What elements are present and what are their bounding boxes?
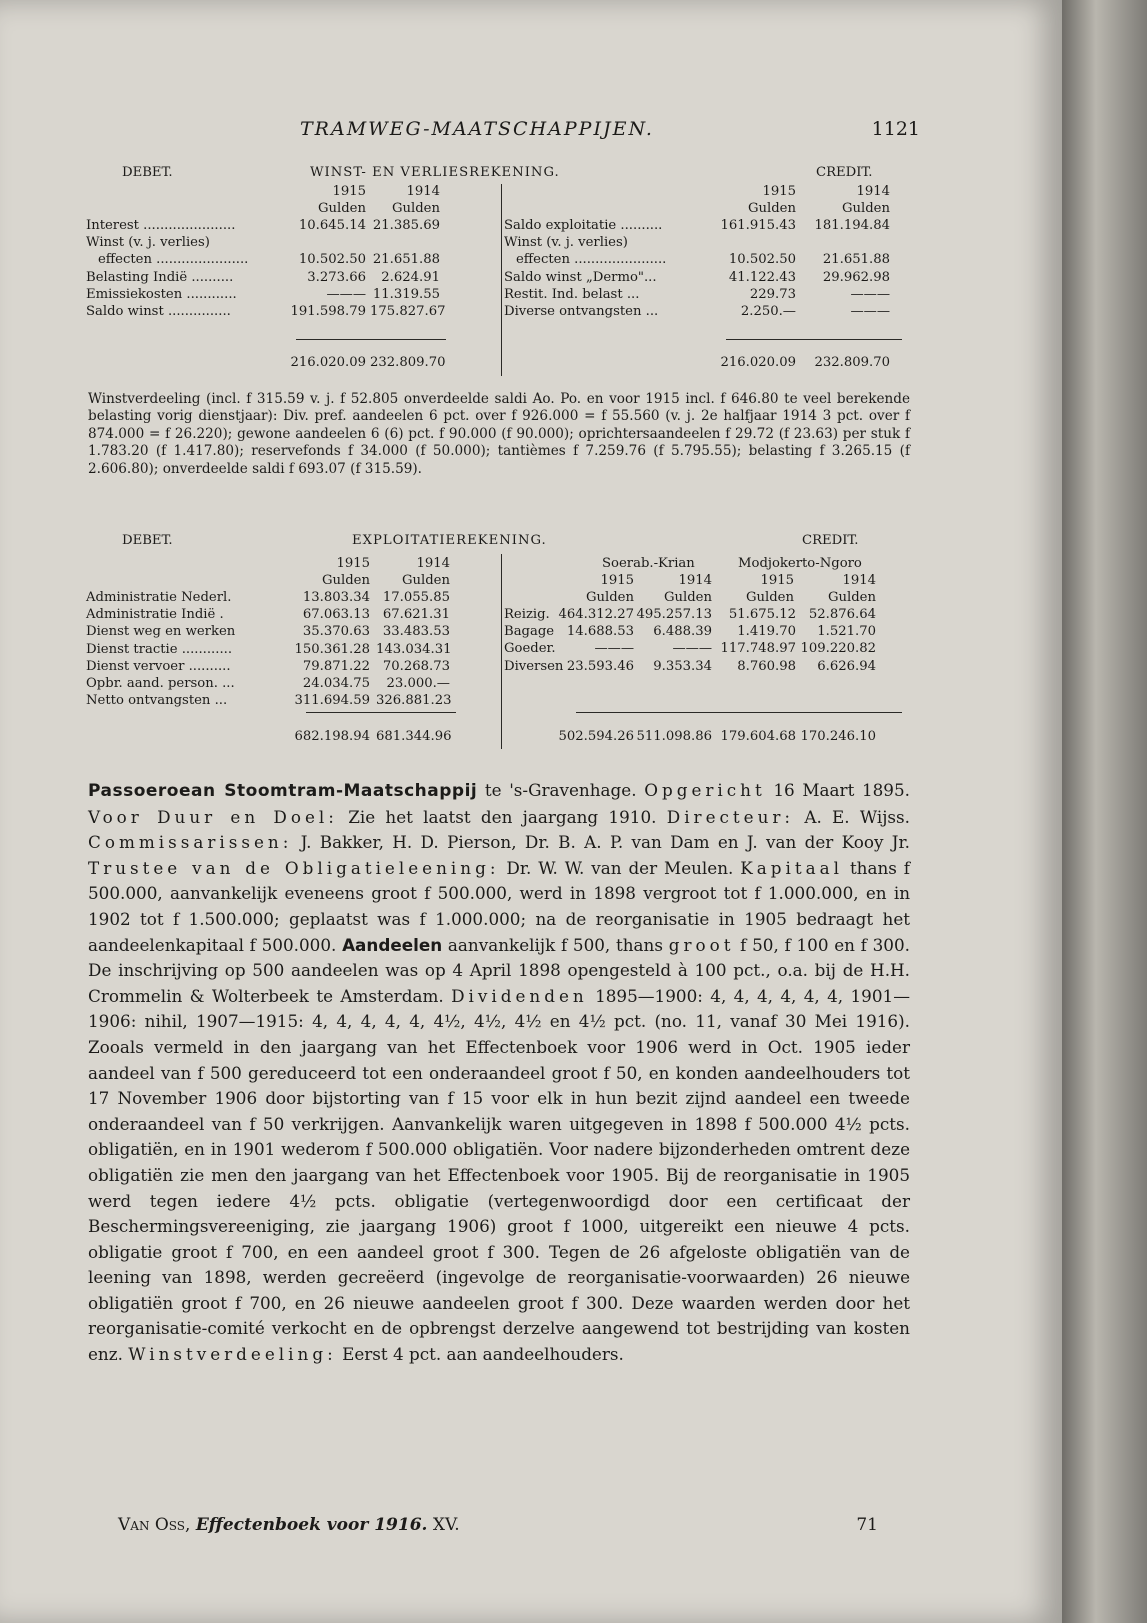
table-row xyxy=(504,269,914,286)
value-1914: 23.000.— xyxy=(386,675,450,691)
winst-credit-rows xyxy=(504,217,914,320)
value-sk-1914: 6.488.39 xyxy=(653,624,712,640)
running-title: TRAMWEG-MAATSCHAPPIJEN. xyxy=(300,118,654,140)
footer-publisher: Van Oss, xyxy=(118,1515,191,1535)
table-row xyxy=(504,217,914,234)
exploit-mn-year-1914: 1914 xyxy=(842,573,876,588)
aandeelen-value-2: f 50, f 100 en f 300. De inschrijving op 500 aandeelen was op 4 April 1898 opengesteld à 100 pct., o.a. bij de H.H. Crommelin & Wolterbeek te Amsterdam. xyxy=(88,934,910,1006)
value-sk-1914: 495.257.13 xyxy=(636,607,712,622)
table-row xyxy=(86,692,496,709)
kapitaal-value: thans f 500.000, aanvankelijk eveneens groot f 500.000, werd in 1898 vergroot tot f 1.000.000, en in 1902 tot f 1.500.000; geplaatst was f 1.000.000; na de reorganisatie in 1905 bedraagt het aandeelenkapitaal f 500.000. xyxy=(88,857,911,955)
winst-debit-year-1914: 1914 xyxy=(406,184,440,199)
winst-debit-sum-rule xyxy=(296,339,446,340)
value-1914: 21.385.69 xyxy=(372,218,440,233)
row-label: Saldo winst „Dermo"... xyxy=(504,269,657,285)
note-text: Winstverdeeling (incl. f 315.59 v. j. f 52.805 onverdeelde saldi Ao. Po. en voor 1915 incl. f 646.80 te veel berekende belasting vorig dienstjaar): Div. pref. aandeelen 6 pct. over f 926.000 = f 55.560 (v. j. 2e halfjaar 1914 3 pct. over f 874.000 = f 26.220); gewone aandeelen 6 (6) pct. f 90.000 (f 90.000); oprichtersaandeelen f 29.72 (f 23.63) per stuk f 1.783.20 (f 1.417.80); reservefonds f 34.000 (f 50.000); tantièmes f 7.259.76 (f 5.795.55); belasting f 3.265.15 (f 2.606.80); onverdeelde saldi f 693.07 (f 315.59). xyxy=(88,391,910,477)
row-label: Restit. Ind. belast ... xyxy=(504,286,640,302)
row-label: Diverse ontvangsten ... xyxy=(504,303,659,319)
exploit-credit-rows xyxy=(504,606,914,675)
winst-debet-label: DEBET. xyxy=(122,165,173,180)
row-label: Interest ...................... xyxy=(86,218,236,233)
value-mn-1915: 8.760.98 xyxy=(737,658,796,674)
trustee-label: Trustee van de Obligatieleening: xyxy=(88,857,500,878)
value-1915: 24.034.75 xyxy=(302,675,370,691)
company-name: Passoeroean Stoomtram-Maatschappij xyxy=(88,781,478,801)
footer-imprint xyxy=(118,1515,460,1535)
table-row xyxy=(86,658,496,675)
exploit-debit-unit-1915: Gulden xyxy=(322,573,370,588)
row-label: Administratie Nederl. xyxy=(86,590,232,605)
table-row xyxy=(86,606,496,623)
winst-credit-total-1915: 216.020.09 xyxy=(720,355,796,370)
kapitaal-label: Kapitaal xyxy=(740,857,844,878)
value-1915: ——— xyxy=(326,286,366,302)
row-label: effecten ...................... xyxy=(98,252,249,268)
winstverdeeling-value: Eerst 4 pct. aan aandeelhouders. xyxy=(342,1344,624,1365)
value-1914: 29.962.98 xyxy=(822,269,890,285)
winst-title: WINST- EN VERLIESREKENING. xyxy=(310,165,560,180)
value-1914: ——— xyxy=(850,286,890,302)
table-row xyxy=(86,589,496,606)
exploit-mn-unit-1915: Gulden xyxy=(746,590,794,605)
opgericht-value: 16 Maart 1895. xyxy=(773,780,910,800)
value-1915: 191.598.79 xyxy=(290,303,366,319)
table-row xyxy=(86,303,496,320)
row-label: Dienst vervoer .......... xyxy=(86,658,231,674)
table-row xyxy=(504,640,914,657)
value-1915: 10.502.50 xyxy=(298,252,366,268)
row-label: Saldo exploitatie .......... xyxy=(504,218,663,233)
value-1914: 11.319.55 xyxy=(372,286,440,302)
value-1914: 143.034.31 xyxy=(376,641,452,657)
exploit-debet-label: DEBET. xyxy=(122,533,173,548)
exploit-debit-total-1914: 681.344.96 xyxy=(376,729,452,744)
value-1915: 3.273.66 xyxy=(307,269,366,285)
table-row xyxy=(86,641,496,658)
value-sk-1915: 464.312.27 xyxy=(558,607,634,622)
groot-label: groot xyxy=(668,934,735,955)
row-label: Netto ontvangsten ... xyxy=(86,693,228,709)
exploit-sk-year-1915: 1915 xyxy=(600,573,634,588)
winst-credit-unit-1914: Gulden xyxy=(842,201,890,216)
duur-label: Voor Duur en Doel: xyxy=(88,806,338,827)
page-footer xyxy=(118,1515,878,1541)
row-label: Dienst tractie ............ xyxy=(86,641,233,657)
value-1914: 181.194.84 xyxy=(814,218,890,233)
table-row xyxy=(504,658,914,675)
winstverdeeling-label: Winstverdeeling: xyxy=(128,1344,337,1365)
value-sk-1915: 14.688.53 xyxy=(566,624,634,640)
exploit-credit-total-mn-1914: 170.246.10 xyxy=(800,729,876,744)
value-1915: 67.063.13 xyxy=(302,607,370,623)
commissarissen-value: J. Bakker, H. D. Pierson, Dr. B. A. P. van Dam en J. van der Kooy Jr. xyxy=(300,832,910,853)
footer-signature: 71 xyxy=(856,1515,878,1535)
exploit-sk-unit-1914: Gulden xyxy=(664,590,712,605)
value-sk-1914: ——— xyxy=(672,641,712,657)
value-1914: 175.827.67 xyxy=(370,303,446,319)
footer-book: Effectenboek voor 1916. xyxy=(195,1515,428,1535)
row-label: Administratie Indië . xyxy=(86,607,224,623)
value-1915: 161.915.43 xyxy=(720,218,796,233)
winst-credit-total-1914: 232.809.70 xyxy=(814,355,890,370)
duur-value: Zie het laatst den jaargang 1910. xyxy=(348,806,657,827)
row-label: Winst (v. j. verlies) xyxy=(86,235,210,251)
winst-credit-year-1914: 1914 xyxy=(856,184,890,199)
value-1915: 311.694.59 xyxy=(294,693,370,709)
value-mn-1914: 52.876.64 xyxy=(808,607,876,622)
value-mn-1914: 109.220.82 xyxy=(800,641,876,657)
value-1915: 10.645.14 xyxy=(298,218,366,233)
exploit-credit-total-mn-1915: 179.604.68 xyxy=(720,729,796,744)
table-row xyxy=(86,675,496,692)
value-mn-1914: 1.521.70 xyxy=(817,624,876,640)
winst-debit-unit-1914: Gulden xyxy=(392,201,440,216)
group-modjokerto-ngoro: Modjokerto-Ngoro xyxy=(738,556,862,571)
table-row xyxy=(504,303,914,320)
value-1915: 13.803.34 xyxy=(302,590,370,605)
exploit-debit-rows xyxy=(86,589,496,709)
value-1915: 35.370.63 xyxy=(302,624,370,640)
value-sk-1914: 9.353.34 xyxy=(653,658,712,674)
directeur-label: Directeur: xyxy=(666,806,795,827)
opgericht-label: Opgericht xyxy=(644,780,766,800)
exploit-debit-total-1915: 682.198.94 xyxy=(294,729,370,744)
value-mn-1915: 1.419.70 xyxy=(737,624,796,640)
row-label: Diversen xyxy=(504,658,564,674)
value-1914: 326.881.23 xyxy=(376,693,452,709)
running-head xyxy=(110,118,920,146)
value-1915: 10.502.50 xyxy=(728,252,796,268)
exploit-sk-year-1914: 1914 xyxy=(678,573,712,588)
table-row xyxy=(504,606,914,623)
row-label: Emissiekosten ............ xyxy=(86,286,237,302)
value-1915: 229.73 xyxy=(749,286,796,302)
exploit-vertical-rule xyxy=(501,554,502,749)
row-label: Goeder. xyxy=(504,641,556,657)
table-row xyxy=(86,623,496,640)
value-1915: 79.871.22 xyxy=(302,658,370,674)
table-row xyxy=(86,286,496,303)
row-label: Reizig. xyxy=(504,607,550,622)
dividenden-value: 1895—1900: 4, 4, 4, 4, 4, 4, 1901—1906: nihil, 1907—1915: 4, 4, 4, 4, 4, 4½, 4½, 4½ en 4½ pct. (no. 11, vanaf 30 Mei 1916). Zooals vermeld in den jaargang van het Effectenboek voor 1906 werd in Oct. 1905 ieder aandeel van f 500 gereduceerd tot een onderaandeel groot f 50, en konden aandeelhouders tot 17 November 1906 door bijstorting van f 15 voor elk in hun bezit zijnd aandeel een tweede onderaandeel van f 50 verkrijgen. Aanvankelijk waren uitgegeven in 1898 f 500.000 4½ pcts. obligatiën, en in 1901 wederom f 500.000 obligatiën. Voor nadere bijzonderheden omtrent deze obligatiën zie men den jaargang van het Effectenboek voor 1905. Bij de reorganisatie in 1905 werd tegen iedere 4½ pcts. obligatie (vertegenwoordigd door een certificaat der Beschermingsvereeniging, zie jaargang 1906) groot f 1000, uitgereikt een nieuwe 4 pcts. obligatie groot f 700, en een aandeel groot f 300. Tegen de 26 afgeloste obligatiën van de leening van 1898, werden gecreëerd (ingevolge de reorganisatie-voorwaarden) 26 nieuwe obligatiën groot f 700, en 26 nieuwe aandeelen groot f 300. Deze waarden werden door het reorganisatie-comité verkocht en de opbrengst derzelve aangewend tot bestrijding van kosten enz. xyxy=(88,985,910,1365)
exploit-sk-unit-1915: Gulden xyxy=(586,590,634,605)
winst-verlies-table xyxy=(86,164,912,379)
row-label: effecten ...................... xyxy=(516,252,667,268)
winst-debit-total-1915: 216.020.09 xyxy=(290,355,366,370)
row-label: Opbr. aand. person. ... xyxy=(86,675,235,691)
book-spine xyxy=(1062,0,1147,1623)
table-row xyxy=(86,234,496,251)
value-1914: 17.055.85 xyxy=(382,590,450,605)
winst-debit-rows xyxy=(86,217,496,320)
value-1914: 33.483.53 xyxy=(382,624,450,640)
group-soerab-krian: Soerab.-Krian xyxy=(602,556,695,571)
value-1915: 2.250.— xyxy=(740,303,796,319)
company-entry xyxy=(88,778,910,1368)
aandeelen-value-1: aanvankelijk f 500, thans xyxy=(447,934,663,955)
exploit-credit-label: CREDIT. xyxy=(802,533,859,548)
row-label: Saldo winst ............... xyxy=(86,303,231,319)
winst-vertical-rule xyxy=(501,184,502,376)
row-label: Bagage xyxy=(504,624,555,640)
exploit-debit-year-1915: 1915 xyxy=(336,556,370,571)
exploit-debit-year-1914: 1914 xyxy=(416,556,450,571)
winstverdeeling-note xyxy=(88,391,910,478)
value-sk-1915: ——— xyxy=(594,641,634,657)
value-1914: 70.268.73 xyxy=(382,658,450,674)
winst-credit-label: CREDIT. xyxy=(816,165,873,180)
value-1914: 21.651.88 xyxy=(822,252,890,268)
table-row xyxy=(86,217,496,234)
footer-volume: XV. xyxy=(432,1515,460,1535)
trustee-value: Dr. W. W. van der Meulen. xyxy=(506,857,734,878)
winst-credit-sum-rule xyxy=(726,339,902,340)
dividenden-label: Dividenden xyxy=(451,985,588,1006)
winst-credit-unit-1915: Gulden xyxy=(748,201,796,216)
value-1914: 2.624.91 xyxy=(381,269,440,285)
value-sk-1915: 23.593.46 xyxy=(566,658,634,674)
table-row xyxy=(504,623,914,640)
exploit-mn-year-1915: 1915 xyxy=(760,573,794,588)
value-mn-1915: 51.675.12 xyxy=(728,607,796,622)
exploit-credit-total-sk-1914: 511.098.86 xyxy=(636,729,712,744)
exploit-credit-total-sk-1915: 502.594.26 xyxy=(558,729,634,744)
table-row xyxy=(86,251,496,268)
entry-paragraph xyxy=(88,778,910,1368)
aandeelen-label: Aandeelen xyxy=(342,934,443,955)
value-1914: 67.621.31 xyxy=(382,607,450,623)
exploit-debit-unit-1914: Gulden xyxy=(402,573,450,588)
table-row xyxy=(86,269,496,286)
directeur-value: A. E. Wijss. xyxy=(804,806,910,827)
value-mn-1914: 6.626.94 xyxy=(817,658,876,674)
table-row xyxy=(504,251,914,268)
table-row xyxy=(504,286,914,303)
winst-credit-year-1915: 1915 xyxy=(762,184,796,199)
company-location: te 's-Gravenhage. xyxy=(484,780,637,800)
exploit-title: EXPLOITATIEREKENING. xyxy=(352,533,547,548)
commissarissen-label: Commissarissen: xyxy=(88,832,293,853)
value-1914: 21.651.88 xyxy=(372,252,440,268)
row-label: Dienst weg en werken xyxy=(86,624,236,640)
exploitatie-table xyxy=(86,532,912,752)
row-label: Winst (v. j. verlies) xyxy=(504,235,628,251)
value-1915: 41.122.43 xyxy=(728,269,796,285)
value-1914: ——— xyxy=(850,303,890,319)
winst-debit-year-1915: 1915 xyxy=(332,184,366,199)
exploit-credit-sum-rule xyxy=(576,712,902,713)
value-1915: 150.361.28 xyxy=(294,641,370,657)
table-row xyxy=(504,234,914,251)
winst-debit-total-1914: 232.809.70 xyxy=(370,355,446,370)
row-label: Belasting Indië .......... xyxy=(86,269,234,285)
value-mn-1915: 117.748.97 xyxy=(720,641,796,657)
page-number: 1121 xyxy=(871,118,920,140)
exploit-mn-unit-1914: Gulden xyxy=(828,590,876,605)
exploit-debit-sum-rule xyxy=(306,712,456,713)
winst-debit-unit-1915: Gulden xyxy=(318,201,366,216)
